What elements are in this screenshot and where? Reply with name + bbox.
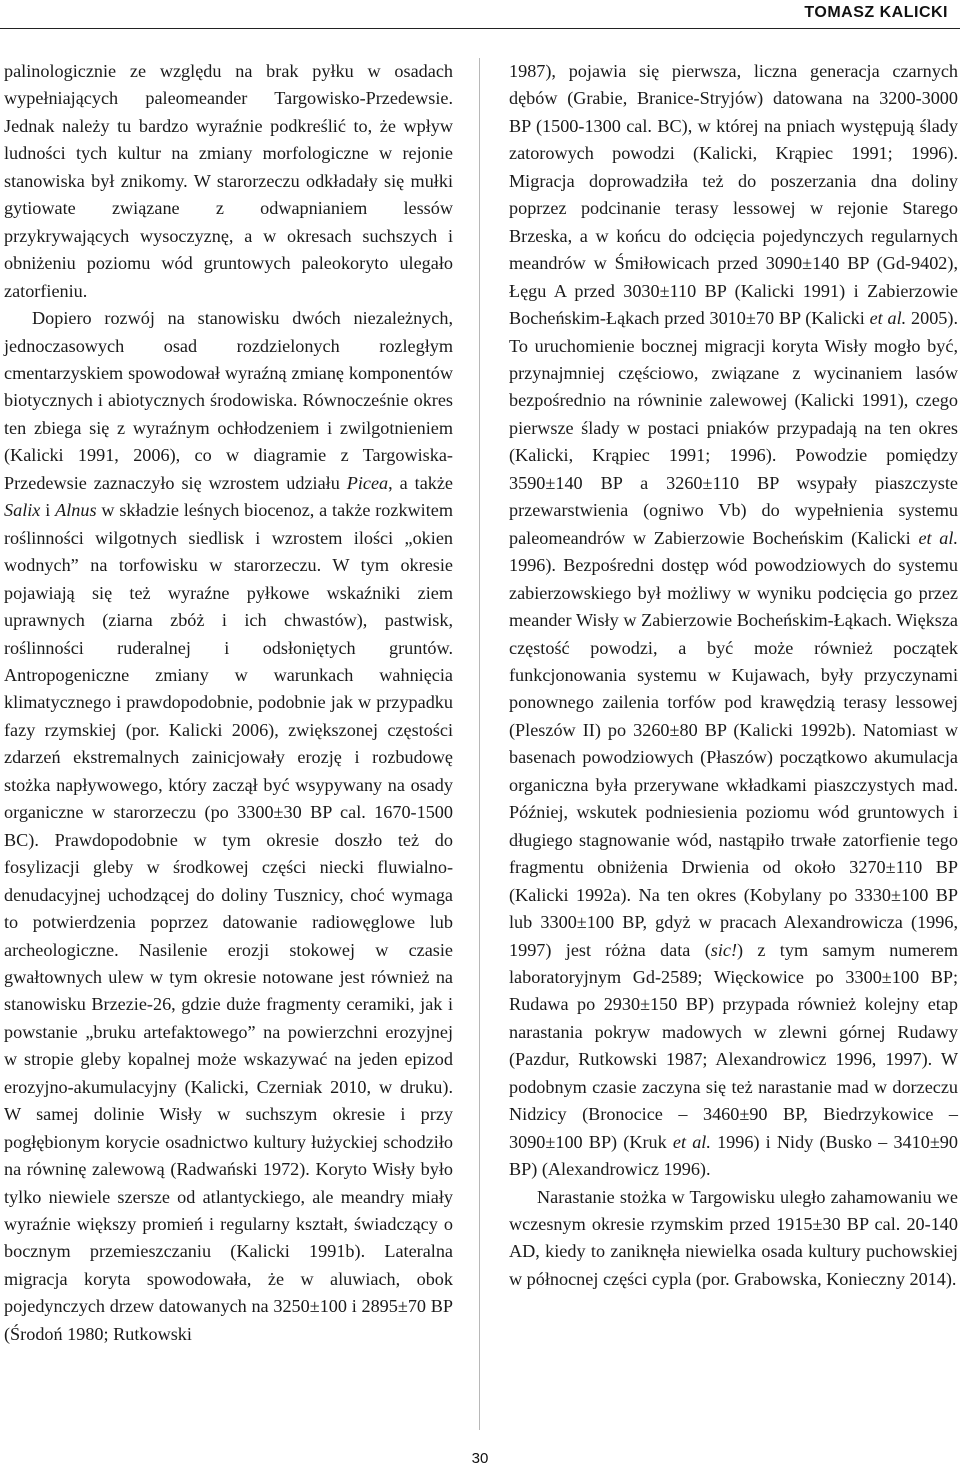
page-number: 30 bbox=[471, 1450, 489, 1467]
text-run: ) z tym samym numerem laboratoryjnym Gd-2589; Więckowice po 3300±100 BP; Rudawa po 2930±150 BP) przypada również kolejny etap narastania pokryw madowych w zlewni górnej Rudawy (Pazdur, Rutkowski 1987; Alexandrowicz 1996, 1997). W podobnym czasie zaczyna się też narastanie mad w dorzeczu Nidzicy (Bronocice – 3460±90 BP, Biedrzykowice – 3090±100 BP) (Kruk bbox=[509, 939, 958, 1152]
text-run: palinologicznie ze względu na brak pyłku w osadach wypełniających paleomeander Targowisko-Przedewsie. Jednak należy tu bardzo wyraźnie podkreślić to, że wpływ ludności tych kultur na zmiany morfologiczne w rejonie stanowiska był znikomy. W starorzeczu odkładały się mułki gytiowate związane z odwapnianiem lessów przykrywających wysoczyznę, a w okresach suchszych i obniżeniu poziomu wód gruntowych paleokoryto ulegało zatorfieniu. bbox=[4, 61, 453, 301]
text-run: 2005). To uruchomienie bocznej migracji koryta Wisły mogło być, przynajmniej częściowo, związane z wycinaniem lasów bezpośrednio na równinie zalewowej (Kalicki 1991), czego pierwsze ślady w postaci pniaków przypadają na ten okres (Kalicki, Krąpiec 1991; 1996). Powodzie pomiędzy 3590±140 BP a 3260±110 BP wsypały piaszczyste przewarstwienia (ogniwo Vb) do wypełnienia systemu paleomeandrów w Zabierzowie Bocheńskim (Kalicki bbox=[509, 308, 958, 548]
header-author: TOMASZ KALICKI bbox=[804, 4, 948, 21]
italic-term: et al. bbox=[672, 1131, 711, 1152]
text-run: 1987), pojawia się pierwsza, liczna generacja czarnych dębów (Grabie, Branice-Stryjów) datowana na 3200-3000 BP (1500-1300 cal. BC), w której na pniach występują ślady zatorowych powodzi (Kalicki, Krąpiec 1991; 1996). Migracja doprowadziła też do poszerzania dna doliny poprzez podcinanie terasy lessowej w rejonie Starego Brzeska, a w końcu do odcięcia pojedynczych regularnych meandrów w Śmiłowicach przed 3090±140 BP (Gd-9402), Łęgu A przed 3030±110 BP (Kalicki 1991) i Zabierzowie Bocheńskim-Łąkach przed 3010±70 BP (Kalicki bbox=[509, 61, 958, 329]
column-divider bbox=[479, 58, 480, 1430]
italic-term: Alnus bbox=[55, 500, 97, 521]
italic-term: et al. bbox=[918, 527, 959, 548]
running-header bbox=[0, 0, 960, 30]
italic-term: Salix bbox=[4, 500, 41, 521]
italic-term: sic! bbox=[710, 939, 738, 960]
text-run: Dopiero rozwój na stanowisku dwóch niezależnych, jednoczasowych osad rozdzielonych rozległym cmentarzyskiem spowodował wyraźną zmianę komponentów biotycznych i abiotycznych środowiska. Równocześnie okres ten zbiega się z wyraźnym ochłodzeniem i zwilgotnieniem (Kalicki 1991, 2006), co w diagramie z Targowiska-Przedewsie zaznaczyło się wzrostem udziału bbox=[4, 308, 453, 493]
italic-term: Picea bbox=[346, 472, 389, 493]
text-run: 1996). Bezpośredni dostęp wód powodziowych do systemu zabierzowskiego był możliwy w wyniku podcięcia go przez meander Wisły w Zabierzowie Bocheńskim-Łąkach. Większa częstość powodzi, a być może również początek funkcjonowania systemu w Kujawach, były przyczynami ponownego zailenia torfów pod krawędzią terasy lessowej (Pleszów II) po 3260±80 BP (Kalicki 1992b). Natomiast w basenach powodziowych (Płaszów) początkowo akumulacja organiczna była przerywane wkładkami piaszczystych mad. Później, wskutek podniesienia poziomu wód gruntowych i długiego stagnowanie wód, nastąpiło trwałe zatorfienie tego fragmentu obniżenia Drwienia od około 3270±110 BP (Kalicki 1992a). Na ten okres (Kobylany po 3330±100 BP lub 3300±100 BP, gdyż w pracach Alexandrowicza (1996, 1997) jest różna data ( bbox=[509, 555, 958, 960]
left-column bbox=[4, 58, 453, 1348]
paragraph bbox=[509, 58, 958, 1184]
text-run: 1996) i Nidy (Busko – 3410±90 BP) (Alexandrowicz 1996). bbox=[509, 1131, 958, 1180]
paragraph bbox=[4, 305, 453, 1348]
text-run: Narastanie stożka w Targowisku uległo zahamowaniu we wczesnym okresie rzymskim przed 1915±30 BP cal. 20-140 AD, kiedy to zaniknęła niewielka osada kultury puchowskiej w północnej części cypla (por. Grabowska, Konieczny 2014). bbox=[509, 1186, 958, 1289]
paragraph bbox=[509, 1184, 958, 1294]
italic-term: et al. bbox=[869, 308, 907, 329]
right-column bbox=[509, 58, 958, 1293]
text-run: , a także bbox=[388, 472, 453, 493]
paragraph bbox=[4, 58, 453, 305]
text-run: i bbox=[40, 500, 56, 521]
text-run: w składzie leśnych biocenoz, a także rozkwitem roślinności wilgotnych siedlisk i wzrostem ilości „okien wodnych” na torfowisku w starorzeczu. W tym okresie pojawiają się też wyraźne pyłkowe wskaźniki ziem uprawnych (ziarna zbóż i ich chwastów), pastwisk, roślinności ruderalnej i odsłoniętych gruntów. Antropogeniczne zmiany w warunkach wahnięcia klimatycznego i prawdopodobnie, podobnie jak w przypadku fazy rzymskiej (por. Kalicki 2006), zwiększonej częstości zdarzeń ekstremalnych zainicjowały erozję i rozbudowę stożka napływowego, który zaczął być wsypywany na osady organiczne w starorzeczu (po 3300±30 BP cal. 1670-1500 BC). Prawdopodobnie w tym okresie doszło też do fosylizacji gleby w środkowej części niecki fluwialno-denudacyjnej uchodzącej do doliny Tusznicy, choć wymaga to potwierdzenia poprzez datowanie radiowęglowe lub archeologiczne. Nasilenie erozji stokowej w czasie gwałtownych ulew w tym okresie notowane jest również na stanowisku Brzezie-26, gdzie duże fragmenty ceramiki, jak i powstanie „bruku artefaktowego” na powierzchni erozyjnej w stropie gleby kopalnej może wskazywać na jeden epizod erozyjno-akumulacyjny (Kalicki, Czerniak 2010, w druku). W samej dolinie Wisły w suchszym okresie i przy pogłębionym korycie osadnictwo kultury łużyckiej schodziło na równinę zalewową (Radwański 1972). Koryto Wisły było tylko niewiele szersze od atlantyckiego, ale meandry miały wyraźnie większy promień i regularny kształt, świadczący o bocznym przemieszczaniu (Kalicki 1991b). Lateralna migracja koryta spowodowała, że w aluwiach, obok pojedynczych drzew datowanych na 3250±100 i 2895±70 BP (Środoń 1980; Rutkowski bbox=[4, 500, 454, 1344]
header-rule bbox=[0, 28, 960, 29]
